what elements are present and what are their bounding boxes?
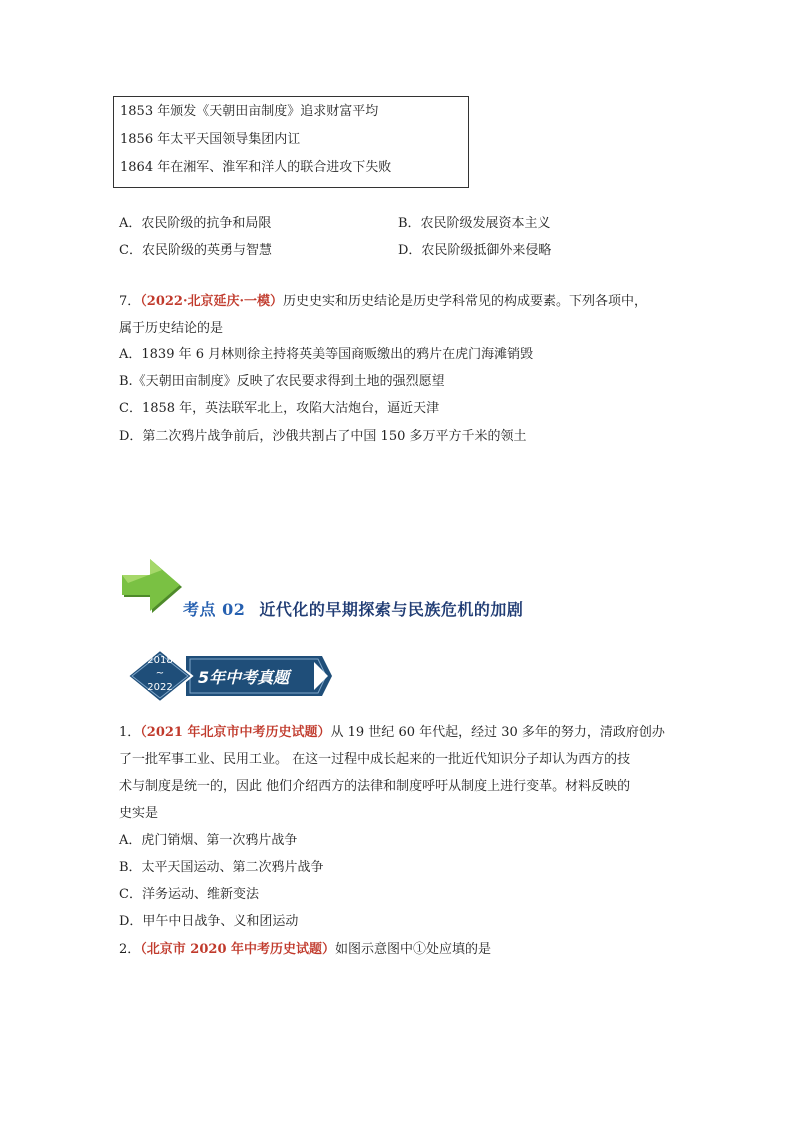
question-source: （2022·北京延庆·一模）	[140, 294, 284, 309]
question-number: 1．	[119, 725, 141, 740]
badge-year-start: 2018	[147, 655, 173, 666]
material-line: 1856 年太平天国领导集团内讧	[120, 132, 301, 147]
question-source: （2021 年北京市中考历史试题）	[140, 725, 331, 740]
q6-option-d: D．农民阶级抵御外来侵略	[398, 243, 552, 258]
question-text: 如图示意图中①处应填的是	[335, 942, 492, 957]
question-1-stem-cont: 术与制度是统一的，因此 他们介绍西方的法律和制度呼吁从制度上进行变革。材料反映的	[119, 779, 631, 794]
q7-option-b: B.《天朝田亩制度》反映了农民要求得到土地的强烈愿望	[119, 374, 445, 389]
q1-option-b: B．太平天国运动、第二次鸦片战争	[119, 860, 324, 875]
question-2-stem	[119, 941, 491, 959]
question-1-stem	[119, 724, 665, 742]
q7-option-a: A．1839 年 6 月林则徐主持将英美等国商贩缴出的鸦片在虎门海滩销毁	[119, 347, 534, 362]
arrow-icon	[118, 553, 184, 617]
q7-option-c: C．1858 年，英法联军北上，攻陷大沽炮台，逼近天津	[119, 401, 440, 416]
question-1-stem-cont: 史实是	[119, 806, 159, 821]
question-text: 从 19 世纪 60 年代起，经过 30 多年的努力，清政府创办	[330, 725, 665, 740]
badge-year-end: 2022	[147, 682, 173, 693]
question-7-stem-cont: 属于历史结论的是	[119, 321, 224, 336]
material-box	[113, 96, 469, 188]
q6-option-a: A．农民阶级的抗争和局限	[119, 216, 272, 231]
question-text: 历史史实和历史结论是历史学科常见的构成要素。下列各项中，	[283, 294, 648, 309]
q1-option-d: D．甲午中日战争、义和团运动	[119, 914, 299, 929]
section-title	[183, 597, 523, 620]
section-name: 近代化的早期探索与民族危机的加剧	[259, 600, 524, 619]
question-number: 2．	[119, 942, 141, 957]
material-line: 1864 年在湘军、淮军和洋人的联合进攻下失败	[120, 160, 392, 175]
q1-option-a: A．虎门销烟、第一次鸦片战争	[119, 833, 298, 848]
question-1-stem-cont: 了一批军事工业、民用工业。 在这一过程中成长起来的一批近代知识分子却认为西方的技	[119, 752, 631, 767]
question-source: （北京市 2020 年中考历史试题）	[140, 942, 336, 957]
badge-year-sep: ~	[155, 668, 165, 679]
section-number: 考点 02	[183, 600, 246, 619]
q6-option-c: C．农民阶级的英勇与智慧	[119, 243, 272, 258]
badge-label: 5年中考真题	[198, 668, 290, 687]
question-7-stem	[119, 293, 647, 311]
material-line: 1853 年颁发《天朝田亩制度》追求财富平均	[120, 104, 379, 119]
q7-option-d: D．第二次鸦片战争前后，沙俄共割占了中国 150 多万平方千米的领土	[119, 429, 527, 444]
question-number: 7．	[119, 294, 141, 309]
q1-option-c: C．洋务运动、维新变法	[119, 887, 259, 902]
q6-option-b: B．农民阶级发展资本主义	[398, 216, 551, 231]
